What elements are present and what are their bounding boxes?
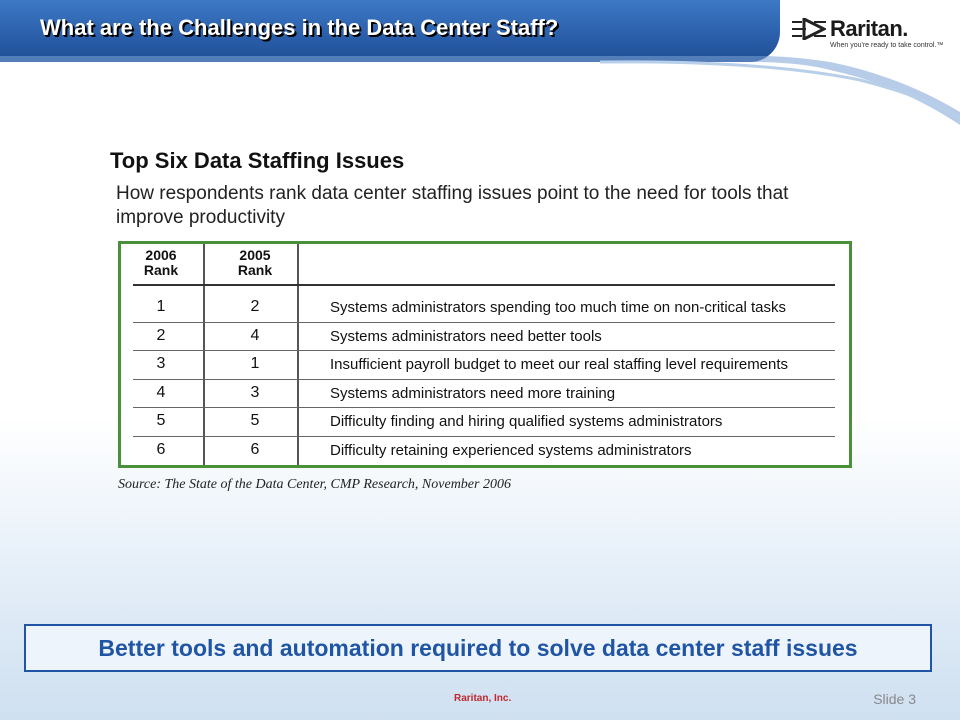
row-rule: [133, 379, 835, 380]
column-header-2005: 2005 Rank: [237, 247, 273, 278]
logo-tagline: When you're ready to take control.™: [830, 42, 944, 49]
rank-2006-cell: 5: [156, 412, 166, 429]
rank-2006-cell: 6: [156, 440, 166, 458]
figure-title: Top Six Data Staffing Issues: [110, 148, 405, 173]
rank-2005-cell: 1: [250, 355, 260, 372]
column-divider: [203, 244, 205, 465]
rank-2006-cell: 1: [156, 298, 166, 315]
rank-2005-cell: 3: [250, 383, 260, 401]
rank-2006-cell: 2: [156, 326, 166, 344]
logo-wordmark: Raritan.: [830, 16, 908, 41]
issue-cell: Insufficient payroll budget to meet our real staffing level requirements: [330, 356, 789, 373]
row-rule: [133, 322, 835, 323]
callout-text: Better tools and automation required to solve data center staff issues: [98, 635, 858, 661]
raritan-logo: [792, 14, 952, 54]
row-rule: [133, 436, 835, 437]
issue-cell: Systems administrators spending too much time on non-critical tasks: [330, 299, 787, 316]
rank-2005-cell: 4: [250, 326, 260, 344]
slide-title: What are the Challenges in the Data Center Staff?: [40, 15, 559, 40]
staffing-issues-table: [118, 241, 852, 468]
key-takeaway-callout: [24, 624, 932, 672]
row-rule: [133, 407, 835, 408]
issue-cell: Difficulty retaining experienced systems administrators: [330, 441, 692, 459]
footer-company: Raritan, Inc.: [454, 693, 512, 704]
raritan-logo-mark-icon: [792, 18, 826, 40]
issue-cell: Difficulty finding and hiring qualified systems administrators: [330, 413, 723, 430]
column-header-2006: 2006 Rank: [143, 247, 179, 278]
issue-cell: Systems administrators need better tools: [330, 327, 602, 345]
issue-cell: Systems administrators need more training: [330, 384, 616, 402]
rank-2005-cell: 2: [250, 298, 260, 315]
row-rule: [133, 350, 835, 351]
rank-2005-cell: 6: [250, 440, 260, 458]
rank-2006-cell: 3: [156, 355, 166, 372]
figure-source: Source: The State of the Data Center, CMP Research, November 2006: [118, 477, 511, 492]
rank-2005-cell: 5: [250, 412, 260, 429]
slide-number: Slide 3: [873, 691, 916, 707]
column-divider: [297, 244, 299, 465]
rank-2006-cell: 4: [156, 383, 166, 401]
figure-subtitle: How respondents rank data center staffing issues point to the need for tools that improve productivity: [116, 183, 789, 228]
header-rule: [133, 284, 835, 286]
